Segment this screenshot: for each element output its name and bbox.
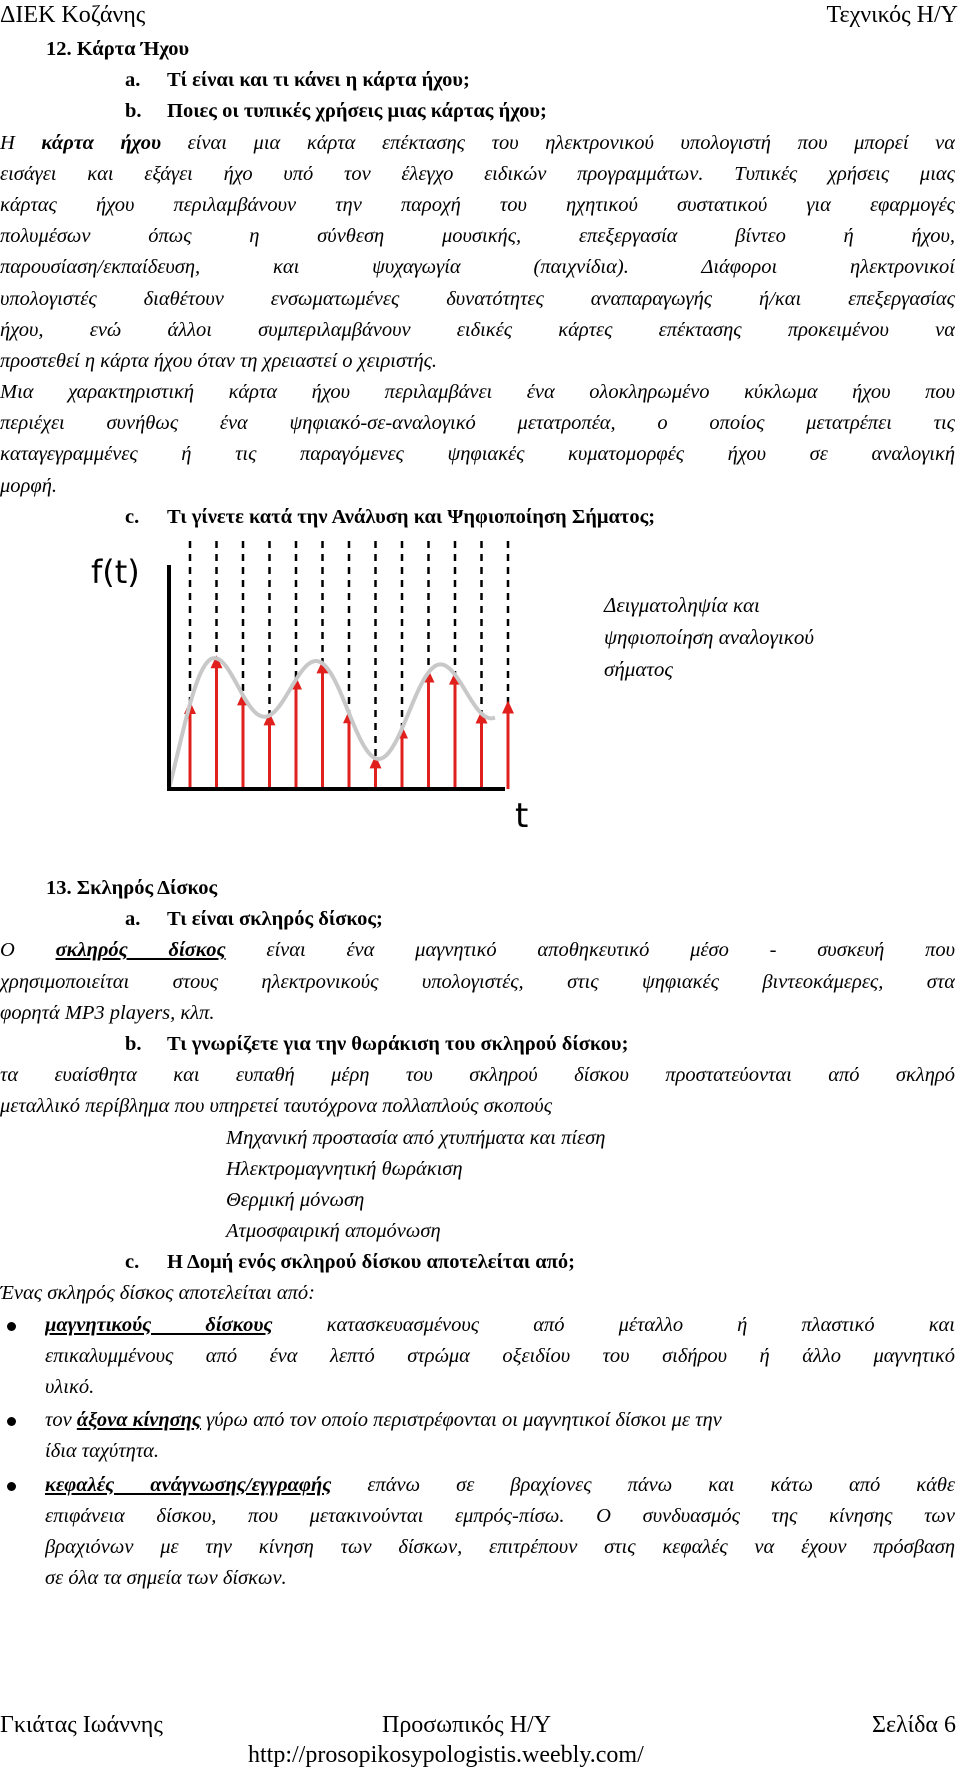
x-axis-label: t	[515, 796, 529, 836]
term-sound-card: κάρτα ήχου	[41, 131, 161, 154]
question-13c	[0, 1247, 955, 1278]
text-run: Ο	[0, 939, 56, 962]
text-line: κάρτας ήχου περιλαμβάνουν την παροχή του ηχητικού συστατικού για εφαρμογές	[0, 193, 955, 216]
question-text: Τι γίνετε κατά την Ανάλυση και Ψηφιοποίηση Σήματος;	[167, 505, 656, 528]
spacer	[0, 837, 955, 873]
sample-group	[184, 541, 514, 789]
question-number: a.	[125, 908, 141, 931]
sampling-diagram	[75, 537, 575, 837]
question-number: c.	[125, 1251, 140, 1274]
bullet-dot-icon	[7, 1322, 16, 1331]
text-line: σε όλα τα σημεία των δίσκων.	[45, 1567, 287, 1590]
term-hard-disk: σκληρός δίσκος	[55, 939, 226, 962]
text-line: περιέχει συνήθως ένα ψηφιακό-σε-αναλογικό μετατροπέα, ο οποίος μετατρέπει τις	[0, 412, 955, 435]
footer-page-number: Σελίδα 6	[871, 1712, 956, 1738]
page-header	[0, 0, 960, 30]
footer-url-link[interactable]: http://prosopikosypologistis.weebly.com/	[248, 1742, 644, 1768]
text-line: υλικό.	[45, 1376, 95, 1398]
question-text: Τί είναι και τι κάνει η κάρτα ήχου;	[167, 69, 470, 92]
text-line: επιφάνεια δίσκου, που μετακινούνται εμπρός-πίσω. Ο συνδυασμός της κίνησης των	[45, 1504, 955, 1527]
text-run: γύρω από τον οποίο περιστρέφονται οι μαγνητικοί δίσκοι με την	[201, 1409, 722, 1432]
text-run: επάνω σε βραχίονες πάνω και κάτω από κάθε	[331, 1473, 955, 1496]
y-axis-label: f(t)	[91, 553, 140, 591]
text-line: παρουσίαση/εκπαίδευση, και ψυχαγωγία (παιχνίδια). Διάφοροι ηλεκτρονικοί	[0, 256, 955, 279]
bullet-item	[0, 1310, 955, 1404]
question-number: b.	[125, 100, 142, 123]
text-line: επικαλυμμένους από ένα λεπτό στρώμα οξειδίου του σιδήρου ή άλλο μαγνητικό	[45, 1344, 955, 1367]
paragraph-sound-card	[0, 128, 955, 378]
purpose-item: Ηλεκτρομαγνητική θωράκιση	[226, 1157, 463, 1180]
caption-line: ψηφιοποίηση αναλογικού	[604, 625, 814, 649]
bullet-item	[0, 1470, 955, 1595]
text-run: είναι ένα μαγνητικό αποθηκευτικό μέσο - συσκευή που	[225, 939, 955, 962]
structure-bullet-list	[0, 1310, 955, 1595]
text-run: τον	[45, 1409, 77, 1432]
caption-line: σήματος	[604, 657, 673, 681]
text-line: φορητά MP3 players, κλπ.	[0, 1001, 215, 1024]
text-run: είναι μια κάρτα επέκτασης του ηλεκτρονικού υπολογιστή που μπορεί να	[161, 131, 955, 154]
figure-caption	[604, 589, 814, 685]
text-line: μορφή.	[0, 474, 58, 497]
paragraph-shielding	[0, 1060, 955, 1122]
page-content	[0, 34, 955, 1594]
text-line	[45, 1310, 955, 1341]
question-text: Ποιες οι τυπικές χρήσεις μιας κάρτας ήχου;	[167, 100, 547, 123]
text-line: μεταλλικό περίβλημα που υπηρετεί ταυτόχρονα πολλαπλούς σκοπούς	[0, 1095, 553, 1118]
question-text: Τι γνωρίζετε για την θωράκιση του σκληρού δίσκου;	[167, 1032, 629, 1055]
question-text: Τι είναι σκληρός δίσκος;	[167, 908, 383, 931]
paragraph-dac	[0, 377, 955, 502]
question-13a	[0, 904, 955, 935]
caption-line: Δειγματοληψία και	[604, 593, 760, 617]
bullet-item	[0, 1405, 955, 1467]
bullet-dot-icon	[7, 1417, 16, 1426]
question-12b	[0, 96, 955, 127]
purpose-item: Θερμική μόνωση	[226, 1188, 365, 1211]
text-line: υπολογιστές διαθέτουν ενσωματωμένες δυνατότητες αναπαραγωγής ή/και επεξεργασίας	[0, 287, 955, 310]
text-line	[0, 128, 955, 159]
question-number: c.	[125, 505, 140, 528]
text-line	[45, 1470, 955, 1501]
text-line: Μια χαρακτηριστική κάρτα ήχου περιλαμβάνει ένα ολοκληρωμένο κύκλωμα ήχου που	[0, 381, 955, 404]
text-line: καταγεγραμμένες ή τις παραγόμενες ψηφιακές κυματομορφές ήχου σε αναλογική	[0, 443, 955, 466]
footer-author: Γκιάτας Ιωάννης	[0, 1712, 163, 1738]
purposes-list	[0, 1123, 955, 1248]
section-13-title: 13. Σκληρός Δίσκος	[46, 877, 218, 899]
text-line: τα ευαίσθητα και ευπαθή μέρη του σκληρού δίσκου προστατεύονται από σκληρό	[0, 1064, 955, 1087]
purpose-item: Μηχανική προστασία από χτυπήματα και πίεση	[226, 1126, 606, 1149]
question-13b	[0, 1029, 955, 1060]
text-line: ήχου, ενώ άλλοι συμπεριλαμβάνουν ειδικές κάρτες επέκτασης προκειμένου να	[0, 318, 955, 341]
purpose-item: Ατμοσφαιρική απομόνωση	[226, 1220, 441, 1243]
header-course: Τεχνικός Η/Υ	[826, 2, 958, 28]
text-line: προστεθεί η κάρτα ήχου όταν τη χρειαστεί ο χειριστής.	[0, 349, 438, 372]
paragraph-hard-disk	[0, 935, 955, 1029]
text-line	[45, 1405, 955, 1436]
text-run: κατασκευασμένους από μέταλλο ή πλαστικό και	[272, 1313, 955, 1336]
structure-intro: Ένας σκληρός δίσκος αποτελείται από:	[0, 1282, 315, 1305]
bullet-dot-icon	[7, 1482, 16, 1491]
text-line: εισάγει και εξάγει ήχο υπό τον έλεγχο ειδικών προγραμμάτων. Τυπικές χρήσεις μιας	[0, 162, 955, 185]
question-12c	[0, 502, 955, 533]
term-spindle: άξονα κίνησης	[76, 1409, 202, 1432]
term-magnetic-disks: μαγνητικούς δίσκους	[45, 1313, 273, 1336]
text-line: βραχιόνων με την κίνηση των δίσκων, επιτρέπουν στις κεφαλές να έχουν πρόσβαση	[45, 1535, 955, 1558]
text-line: χρησιμοποιείται στους ηλεκτρονικούς υπολογιστές, στις ψηφιακές βιντεοκάμερες, στα	[0, 970, 955, 993]
question-text: Η Δομή ενός σκληρού δίσκου αποτελείται από;	[167, 1251, 575, 1274]
sampling-figure	[0, 537, 955, 837]
header-institution: ΔΙΕΚ Κοζάνης	[0, 2, 146, 28]
section-12-title: 12. Κάρτα Ήχου	[46, 38, 190, 60]
text-line	[0, 935, 955, 966]
text-run: Η	[0, 131, 42, 154]
sample-arrowhead	[502, 700, 514, 713]
question-number: b.	[125, 1032, 142, 1055]
footer-title: Προσωπικός Η/Υ	[382, 1712, 552, 1738]
text-line: πολυμέσων όπως η σύνθεση μουσικής, επεξεργασία βίντεο ή ήχου,	[0, 225, 955, 248]
term-read-write-heads: κεφαλές ανάγνωσης/εγγραφής	[45, 1473, 332, 1496]
text-line: ίδια ταχύτητα.	[45, 1440, 160, 1463]
question-number: a.	[125, 69, 141, 92]
question-12a	[0, 65, 955, 96]
